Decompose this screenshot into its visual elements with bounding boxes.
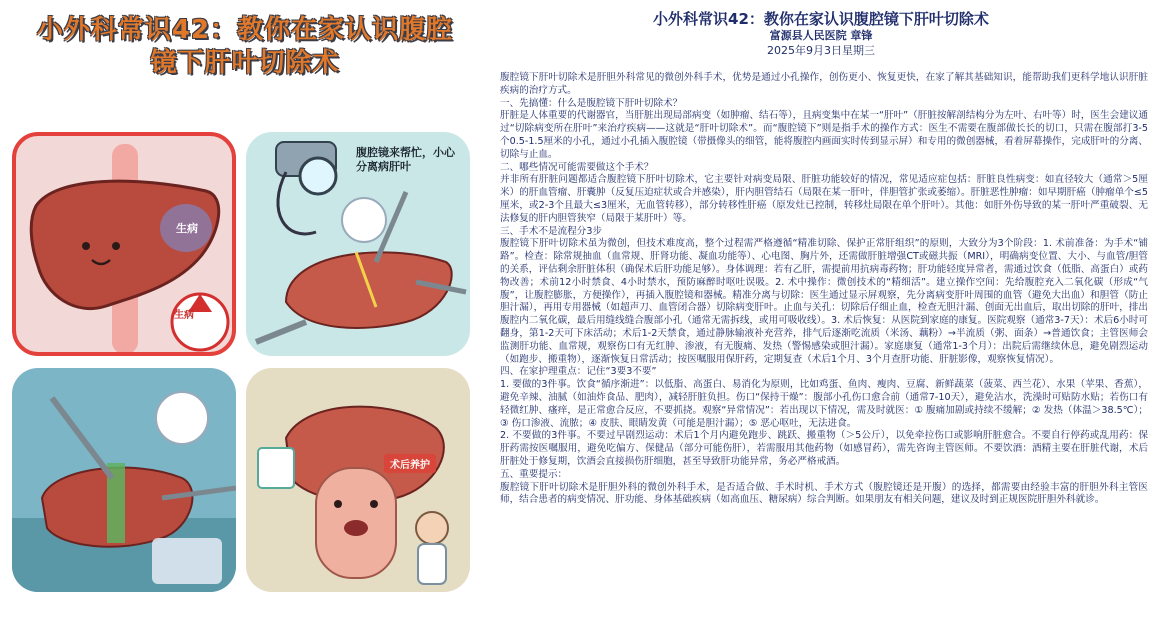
camera-lens-shape	[300, 158, 336, 194]
eye-right	[370, 500, 378, 508]
paragraph: 并非所有肝脏问题都适合腹腔镜下肝叶切除术，它主要针对病变局限、肝脏功能较好的情况，常见适应症包括：肝脏良性病变：如直径较大（通常＞5厘米）的肝血管瘤、肝囊肿（反复压迫症状或合并感染），肝内胆管结石（局限在某一肝叶，伴胆管扩张或萎缩）。肝脏恶性肿瘤：如早期肝癌（肿瘤单个≤5厘米，或2-3个且最大≤3厘米，无血管转移），部分转移性肝癌（原发灶已控制，转移灶局限在单个肝叶）。其他：如肝外伤导致的某一肝叶严重破裂、无法修复的肝内胆管狭窄（局限于某肝叶）等。	[500, 174, 1148, 224]
warning-label: 生病	[174, 310, 194, 321]
paragraph: 2. 不要做的3件事。不要过早剧烈运动：术后1个月内避免跑步、跳跃、搬重物（＞5公斤），以免牵拉伤口或影响肝脏愈合。不要自行停药或乱用药：保肝药需按医嘱服用，避免吃偏方、保健品（部分可能伤肝），若需服用其他药物（如感冒药），需先咨询主管医师。不要饮酒：酒精主要在肝脏代谢，术后肝脏处于修复期，饮酒会直接损伤肝细胞，甚至导致肝功能异常，务必严格戒酒。	[500, 430, 1148, 467]
paragraph-intro: 腹腔镜下肝叶切除术是肝胆外科常见的微创外科手术，优势是通过小孔操作，创伤更小、恢复更快，在家了解其基础知识，能帮助我们更科学地认识肝脏疾病的治疗方式。	[500, 72, 1148, 96]
instrument-bottom-shape	[256, 322, 306, 342]
section-heading-3: 三、手术不是流程分3步	[500, 225, 603, 237]
article-author: 富源县人民医院 章锋	[769, 29, 873, 42]
illustration-resection	[12, 368, 236, 592]
specimen-bag-shape	[152, 538, 222, 584]
resection-illustration	[12, 368, 236, 592]
poster-title-line2: 镜下肝叶切除术	[150, 48, 340, 78]
mouth	[344, 520, 368, 536]
doctor-head	[416, 512, 448, 544]
eye-left	[82, 242, 90, 250]
eye-left	[334, 500, 342, 508]
laparoscope-caption: 腹腔镜来帮忙，小心分离病肝叶	[356, 146, 455, 173]
mascot-head	[342, 198, 386, 242]
poster-area	[0, 0, 490, 632]
poster-title-line1: 小外科常识42：教你在家认识腹腔	[36, 15, 454, 45]
paragraph: 肝脏是人体重要的代谢器官，当肝脏出现局部病变（如肿瘤、结石等），且病变集中在某一“肝叶”（肝脏按解剖结构分为左叶、右叶等）时，医生会建议通过“切除病变所在肝叶”来治疗疾病——这就是“肝叶切除术”。而“腹腔镜下”则是指手术的操作方式：医生不需要在腹部做长长的切口，只需在腹部打3-5个0.5-1.5厘米的小孔，通过小孔插入腹腔镜（带摄像头的细管，能将腹腔内画面实时传到显示屏）和专用的微创器械，看着屏幕操作，完成肝叶的分离、切除与止血。	[500, 110, 1148, 160]
poster-title	[0, 14, 490, 80]
article-date: 2025年9月3日星期三	[767, 44, 875, 57]
paragraph: 腹腔镜下肝叶切除术是肝胆外科的微创外科手术，是否适合做、手术时机、手术方式（腹腔镜还是开腹）的选择，都需要由经验丰富的肝胆外科主管医师，结合患者的病变情况、肝功能、身体基础疾病（如高血压、糖尿病）综合判断。如果朋友有相关问题，建议及时到正规医院肝胆外科就诊。	[500, 481, 1148, 506]
medicine-box-shape	[258, 448, 294, 488]
section-heading-1: 一、先搞懂：什么是腹腔镜下肝叶切除术？	[500, 97, 683, 109]
lesion-label: 生病	[176, 222, 198, 235]
article-body	[500, 72, 1148, 507]
paragraph: 腹腔镜下肝叶切除术虽为微创，但技术难度高，整个过程需严格遵循“精准切除、保护正常肝组织”的原则，大致分为3个阶段：1. 术前准备：为手术“铺路”。检查：除常规抽血（血常规、肝肾功能、凝血功能等）、心电图、胸片外，还需做肝脏增强CT或磁共振（MRI），明确病变位置、大小、与血管/胆管的关系，评估剩余肝脏体积（确保术后肝功能足够）。身体调理：若有乙肝，需提前用抗病毒药物；肝功能轻度异常者，需通过饮食（低脂、高蛋白）或药物改善；术前12小时禁食、4小时禁水，预防麻醉时呕吐误吸。2. 术中操作：微创技术的“精细活”。建立操作空间：先给腹腔充入二氧化碳（形成“气腹”，让腹腔膨胀，方便操作），再插入腹腔镜和器械。精准分离与切除：医生通过显示屏观察，先分离病变肝叶周围的血管（避免大出血）和胆管（防止胆汁漏），再用专用器械（如超声刀、血管闭合器）切除病变肝叶。止血与关孔：切除后仔细止血，检查无胆汁漏、创面无出血后，取出切除的肝叶，排出腹腔内二氧化碳，最后用缝线缝合腹部小孔（通常无需拆线，或用可吸收线）。3. 术后恢复：从医院到家庭的康复。医院观察（通常3-7天）：术后6小时可翻身，第1-2天可下床活动；术后1-2天禁食，通过静脉输液补充营养，排气后逐渐吃流质（米汤、藕粉）→半流质（粥、面条）→普通饮食；主管医师会监测肝功能、血常规，观察伤口有无红肿、渗液，有无腹痛、发热（警惕感染或胆汁漏）。家庭康复（通常1-3个月）：出院后需继续休息，避免剧烈运动（如跑步、搬重物），逐渐恢复日常活动；按医嘱服用保肝药，定期复查（术后1个月、3个月查肝功能、肝脏影像，观察恢复情况）。	[500, 238, 1148, 365]
section-heading-5: 五、重要提示：	[500, 468, 568, 480]
article	[496, 0, 1160, 632]
grasper-shape	[52, 398, 112, 478]
liver-illustration	[16, 136, 236, 356]
postop-illustration	[246, 368, 470, 592]
illustration-laparoscope	[246, 132, 470, 356]
illustration-sick-liver	[12, 132, 236, 356]
mascot-head	[156, 392, 208, 444]
paragraph: 1. 要做的3件事。饮食“循序渐进”：以低脂、高蛋白、易消化为原则，比如鸡蛋、鱼肉、瘦肉、豆腐、新鲜蔬菜（菠菜、西兰花）、水果（苹果、香蕉），避免辛辣、油腻（如油炸食品、肥肉），减轻肝脏负担。伤口“保持干燥”：腹部小孔伤口愈合前（通常7-10天），避免沾水，洗澡时可贴防水贴；若伤口有轻微红肿、瘙痒，是正常愈合反应，不要抓挠。观察“异常情况”：若出现以下情况，需及时就医：① 腹痛加剧或持续不缓解；② 发热（体温＞38.5℃）；③ 伤口渗液、流脓；④ 皮肤、眼睛发黄（可能是胆汁漏）；⑤ 恶心呕吐，无法进食。	[500, 379, 1148, 429]
section-heading-2: 二、哪些情况可能需要做这个手术？	[500, 161, 654, 173]
eye-right	[112, 242, 120, 250]
doctor-coat-shape	[418, 544, 446, 584]
illustration-postop-care	[246, 368, 470, 592]
postop-badge: 术后养护	[384, 454, 436, 473]
section-heading-4: 四、在家护理重点：记住“3要3不要”	[500, 366, 657, 378]
article-title: 小外科常识42：教你在家认识腹腔镜下肝叶切除术	[653, 10, 989, 28]
